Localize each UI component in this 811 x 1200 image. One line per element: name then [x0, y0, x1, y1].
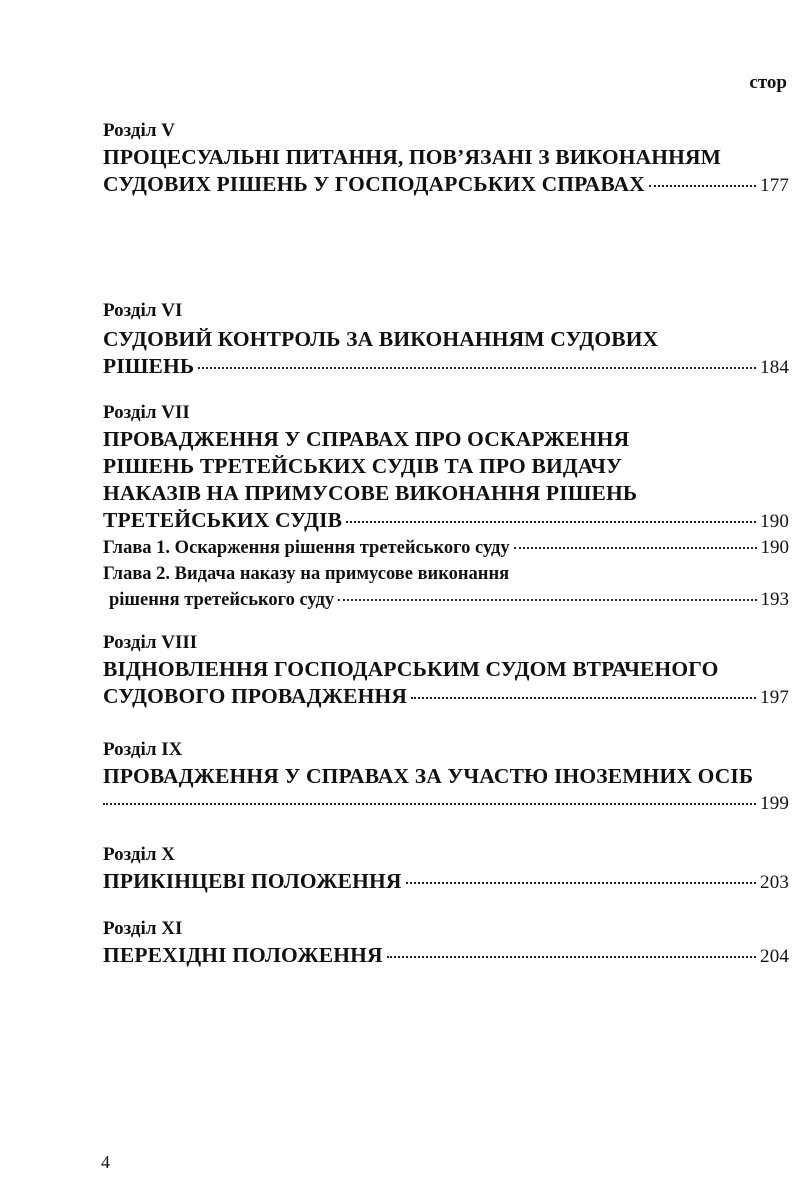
toc-entry-row[interactable]: [103, 683, 789, 711]
section-label: Розділ IX: [103, 739, 183, 760]
section-title-line: РІШЕНЬ: [103, 354, 195, 378]
dot-leader: [387, 954, 756, 958]
page-ref: 203: [760, 872, 789, 893]
section-title-line: ПЕРЕХІДНІ ПОЛОЖЕННЯ: [103, 943, 383, 967]
toc-section-vii: [103, 400, 789, 613]
page-ref: 190: [760, 537, 789, 558]
page-ref: 190: [760, 511, 789, 532]
page-ref: 177: [760, 175, 789, 196]
dot-leader: [198, 365, 756, 369]
toc-entry-row[interactable]: [103, 353, 789, 381]
page-ref: 197: [760, 687, 789, 708]
dot-leader: [514, 545, 757, 549]
section-title-line: СУДОВИХ РІШЕНЬ У ГОСПОДАРСЬКИХ СПРАВАХ: [103, 172, 645, 196]
page-ref: 199: [760, 793, 789, 814]
toc-section-xi: [103, 916, 789, 970]
dot-leader: [411, 695, 756, 699]
dot-leader: [649, 183, 756, 187]
section-title-line: ВІДНОВЛЕННЯ ГОСПОДАРСЬКИМ СУДОМ ВТРАЧЕНОГО: [103, 657, 719, 681]
section-label: Розділ VI: [103, 300, 183, 321]
chapter-title: Глава 1. Оскарження рішення третейського суду: [103, 538, 510, 558]
page-column-header: стор: [749, 72, 787, 93]
page-ref: 184: [760, 357, 789, 378]
dot-leader: [406, 880, 756, 884]
toc-section-v: [103, 118, 789, 199]
dot-leader: [346, 519, 756, 523]
section-label: Розділ XI: [103, 918, 183, 939]
toc-chapter-row[interactable]: [103, 535, 789, 561]
section-title-line: ПРИКІНЦЕВІ ПОЛОЖЕННЯ: [103, 869, 402, 893]
toc-section-vi: [103, 298, 789, 381]
toc-entry-row[interactable]: [103, 868, 789, 896]
section-title-line: СУДОВИЙ КОНТРОЛЬ ЗА ВИКОНАННЯМ СУДОВИХ: [103, 327, 659, 351]
section-label: Розділ V: [103, 120, 175, 141]
chapter-title: Глава 2. Видача наказу на примусове виконання: [103, 564, 510, 584]
page-ref: 204: [760, 946, 789, 967]
section-label: Розділ VII: [103, 402, 190, 423]
toc-entry-row[interactable]: [103, 507, 789, 535]
toc-section-x: [103, 842, 789, 896]
toc-entry-row[interactable]: [103, 171, 789, 199]
page-number: 4: [101, 1152, 110, 1172]
page-ref: 193: [760, 589, 789, 610]
toc-entry-row[interactable]: [103, 942, 789, 970]
toc-section-viii: [103, 630, 789, 711]
section-title-line: ПРОЦЕСУАЛЬНІ ПИТАННЯ, ПОВ’ЯЗАНІ З ВИКОНАННЯМ: [103, 145, 722, 169]
section-title-line: НАКАЗІВ НА ПРИМУСОВЕ ВИКОНАННЯ РІШЕНЬ: [103, 481, 638, 505]
section-title-line: ПРОВАДЖЕННЯ У СПРАВАХ ПРО ОСКАРЖЕННЯ: [103, 427, 630, 451]
toc-section-ix: [103, 737, 789, 817]
chapter-title: рішення третейського суду: [109, 590, 335, 610]
toc-chapter-row[interactable]: [103, 587, 789, 613]
toc-entry-row[interactable]: [103, 790, 789, 817]
dot-leader: [103, 801, 756, 805]
section-title-line: ТРЕТЕЙСЬКИХ СУДІВ: [103, 508, 343, 532]
section-title-line: ПРОВАДЖЕННЯ У СПРАВАХ ЗА УЧАСТЮ ІНОЗЕМНИХ ОСІБ: [103, 764, 754, 788]
section-label: Розділ X: [103, 844, 175, 865]
dot-leader: [338, 597, 756, 601]
section-title-line: РІШЕНЬ ТРЕТЕЙСЬКИХ СУДІВ ТА ПРО ВИДАЧУ: [103, 454, 623, 478]
section-label: Розділ VIII: [103, 632, 198, 653]
section-title-line: СУДОВОГО ПРОВАДЖЕННЯ: [103, 684, 407, 708]
